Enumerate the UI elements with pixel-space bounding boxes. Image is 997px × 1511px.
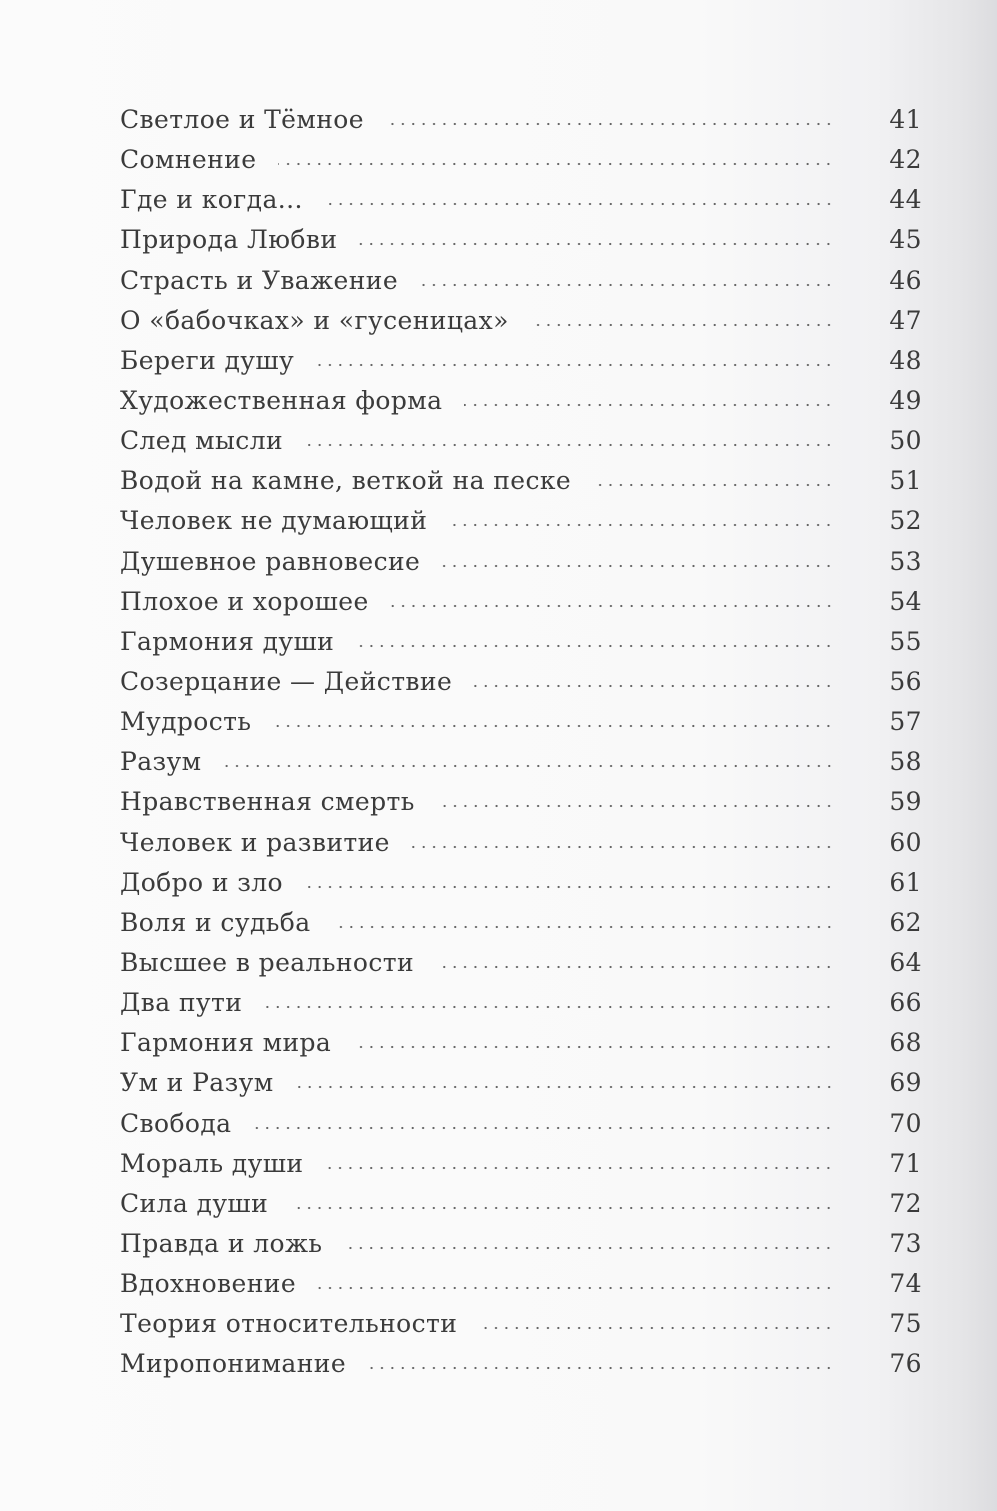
dot-leader bbox=[325, 1166, 834, 1170]
toc-entry-page: 47 bbox=[889, 305, 922, 335]
toc-entry bbox=[120, 220, 922, 260]
toc-entry-page: 51 bbox=[889, 466, 922, 496]
dot-leader bbox=[531, 323, 834, 327]
toc-entry-page: 70 bbox=[889, 1108, 922, 1138]
dot-leader bbox=[412, 845, 834, 849]
toc-entry bbox=[120, 542, 922, 582]
dot-leader bbox=[305, 443, 834, 447]
toc-entry bbox=[120, 1104, 922, 1144]
toc-entry-page: 49 bbox=[889, 385, 922, 415]
toc-entry bbox=[120, 903, 922, 943]
dot-leader bbox=[474, 684, 834, 688]
toc-entry-title: Гармония мира bbox=[120, 1028, 332, 1058]
toc-entry-page: 57 bbox=[889, 707, 922, 737]
dot-leader bbox=[264, 1005, 834, 1009]
toc-entry bbox=[120, 140, 922, 180]
dot-leader bbox=[316, 363, 834, 367]
toc-entry bbox=[120, 421, 922, 461]
toc-entry-title: О «бабочках» и «гусеницах» bbox=[120, 305, 509, 335]
dot-leader bbox=[386, 122, 834, 126]
dot-leader bbox=[296, 1085, 834, 1089]
toc-entry-page: 73 bbox=[889, 1228, 922, 1258]
toc-entry-page: 59 bbox=[889, 787, 922, 817]
toc-entry-title: Сомнение bbox=[120, 145, 257, 175]
dot-leader bbox=[305, 885, 834, 889]
dot-leader bbox=[253, 1126, 834, 1130]
toc-entry-page: 62 bbox=[889, 907, 922, 937]
dot-leader bbox=[224, 764, 834, 768]
dot-leader bbox=[278, 162, 834, 166]
toc-entry bbox=[120, 1144, 922, 1184]
toc-entry-page: 64 bbox=[889, 947, 922, 977]
toc-entry-title: Свобода bbox=[120, 1108, 232, 1138]
toc-entry-page: 71 bbox=[889, 1148, 922, 1178]
toc-entry-title: Миропонимание bbox=[120, 1349, 347, 1379]
table-of-contents bbox=[120, 100, 922, 1385]
toc-entry-page: 42 bbox=[889, 145, 922, 175]
dot-leader bbox=[318, 1286, 834, 1290]
dot-leader bbox=[437, 804, 834, 808]
toc-entry-page: 58 bbox=[889, 747, 922, 777]
toc-entry-title: Мудрость bbox=[120, 707, 252, 737]
toc-entry-title: Правда и ложь bbox=[120, 1228, 323, 1258]
toc-entry-title: Человек и развитие bbox=[120, 827, 390, 857]
toc-entry-title: Созерцание — Действие bbox=[120, 666, 453, 696]
toc-entry-title: Два пути bbox=[120, 988, 243, 1018]
dot-leader bbox=[391, 604, 834, 608]
dot-leader bbox=[420, 283, 834, 287]
toc-entry-title: Сила души bbox=[120, 1188, 269, 1218]
toc-entry-title: Гармония души bbox=[120, 626, 335, 656]
toc-entry-page: 61 bbox=[889, 867, 922, 897]
toc-entry bbox=[120, 702, 922, 742]
toc-entry-title: Воля и судьба bbox=[120, 907, 311, 937]
toc-entry-page: 72 bbox=[889, 1188, 922, 1218]
toc-entry bbox=[120, 1264, 922, 1304]
toc-entry-title: Добро и зло bbox=[120, 867, 284, 897]
toc-entry bbox=[120, 180, 922, 220]
dot-leader bbox=[593, 483, 834, 487]
toc-entry-page: 46 bbox=[889, 265, 922, 295]
dot-leader bbox=[325, 202, 834, 206]
toc-entry-page: 44 bbox=[889, 185, 922, 215]
toc-entry bbox=[120, 301, 922, 341]
toc-entry-title: Ум и Разум bbox=[120, 1068, 274, 1098]
toc-entry-page: 68 bbox=[889, 1028, 922, 1058]
toc-entry-title: Разум bbox=[120, 747, 202, 777]
toc-entry bbox=[120, 1344, 922, 1384]
toc-entry bbox=[120, 1304, 922, 1344]
dot-leader bbox=[368, 1366, 834, 1370]
toc-entry bbox=[120, 100, 922, 140]
toc-entry-title: Страсть и Уважение bbox=[120, 265, 399, 295]
toc-entry-title: Плохое и хорошее bbox=[120, 586, 369, 616]
toc-entry-page: 56 bbox=[889, 666, 922, 696]
toc-entry-page: 69 bbox=[889, 1068, 922, 1098]
toc-entry-title: Нравственная смерть bbox=[120, 787, 415, 817]
toc-entry-page: 66 bbox=[889, 988, 922, 1018]
dot-leader bbox=[464, 403, 834, 407]
toc-entry bbox=[120, 782, 922, 822]
toc-entry-title: Где и когда... bbox=[120, 185, 303, 215]
dot-leader bbox=[449, 523, 834, 527]
toc-entry bbox=[120, 662, 922, 702]
toc-entry-page: 52 bbox=[889, 506, 922, 536]
toc-entry bbox=[120, 1224, 922, 1264]
toc-entry bbox=[120, 943, 922, 983]
toc-entry-title: Высшее в реальности bbox=[120, 947, 415, 977]
toc-entry bbox=[120, 501, 922, 541]
toc-entry bbox=[120, 742, 922, 782]
toc-entry bbox=[120, 1184, 922, 1224]
toc-entry-title: Мораль души bbox=[120, 1148, 304, 1178]
dot-leader bbox=[344, 1246, 834, 1250]
dot-leader bbox=[333, 925, 834, 929]
toc-entry-page: 75 bbox=[889, 1309, 922, 1339]
toc-entry-title: Береги душу bbox=[120, 345, 295, 375]
dot-leader bbox=[353, 1045, 834, 1049]
toc-entry-page: 50 bbox=[889, 426, 922, 456]
toc-entry bbox=[120, 582, 922, 622]
dot-leader bbox=[356, 644, 834, 648]
toc-entry bbox=[120, 381, 922, 421]
dot-leader bbox=[290, 1206, 834, 1210]
toc-entry bbox=[120, 261, 922, 301]
toc-entry-title: Светлое и Тёмное bbox=[120, 105, 364, 134]
toc-entry-page: 60 bbox=[889, 827, 922, 857]
toc-entry bbox=[120, 341, 922, 381]
toc-entry-page: 55 bbox=[889, 626, 922, 656]
toc-entry-title: Вдохновение bbox=[120, 1269, 297, 1299]
toc-entry bbox=[120, 461, 922, 501]
dot-leader bbox=[359, 242, 834, 246]
toc-entry-page: 45 bbox=[889, 225, 922, 255]
toc-entry-title: Природа Любви bbox=[120, 225, 338, 255]
toc-entry bbox=[120, 1023, 922, 1063]
dot-leader bbox=[436, 965, 834, 969]
toc-entry-title: Художественная форма bbox=[120, 385, 443, 415]
toc-entry bbox=[120, 1063, 922, 1103]
dot-leader bbox=[273, 724, 834, 728]
toc-entry bbox=[120, 983, 922, 1023]
toc-entry bbox=[120, 622, 922, 662]
toc-entry-page: 53 bbox=[889, 546, 922, 576]
toc-entry-title: Человек не думающий bbox=[120, 506, 428, 536]
toc-entry bbox=[120, 863, 922, 903]
dot-leader bbox=[479, 1326, 834, 1330]
dot-leader bbox=[442, 564, 834, 568]
toc-entry-title: Теория относительности bbox=[120, 1309, 458, 1339]
toc-entry-page: 54 bbox=[889, 586, 922, 616]
toc-entry bbox=[120, 823, 922, 863]
toc-entry-page: 76 bbox=[889, 1349, 922, 1379]
toc-entry-title: Душевное равновесие bbox=[120, 546, 421, 576]
toc-entry-title: След мысли bbox=[120, 426, 284, 456]
toc-entry-page: 74 bbox=[889, 1269, 922, 1299]
toc-entry-title: Водой на камне, веткой на песке bbox=[120, 466, 572, 496]
toc-entry-page: 48 bbox=[889, 345, 922, 375]
toc-entry-page: 41 bbox=[889, 105, 922, 134]
